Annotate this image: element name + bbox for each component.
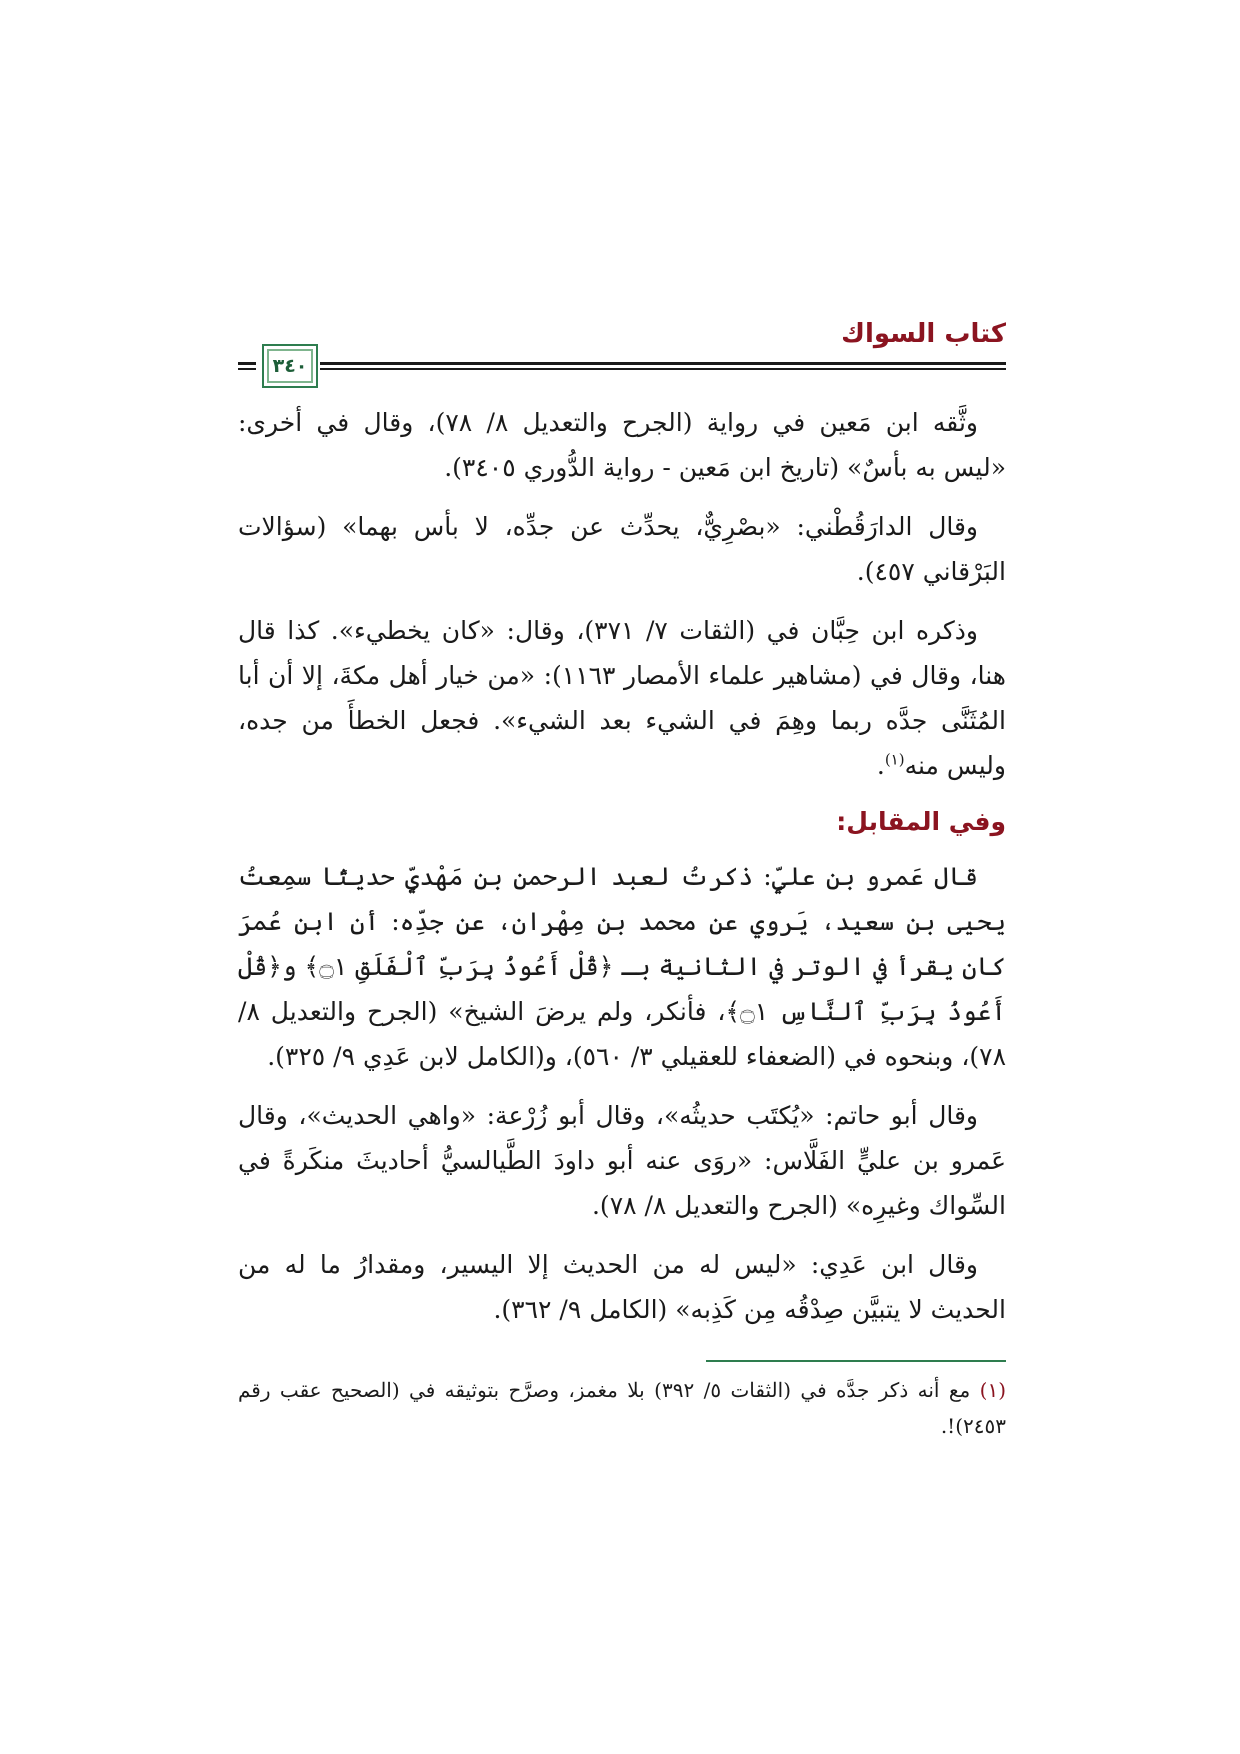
paragraph-6: وقال ابن عَدِي: «ليس له من الحديث إلا اليسير، ومقدارُ ما له من الحديث لا يتبيَّن صِدْقُه مِن كَذِبه» (الكامل ٩/ ٣٦٢). (238, 1250, 1006, 1324)
paragraph-4: قال عَمرو بن عليٍّ: ذكرتُ لعبد الرحمن بن مَهْديٍّ حديثًا سمِعتُ يحيى بن سعيد، يَروي عن محمد بن مِهْران، عن جدِّه: أن ابن عُمرَ كان يقرأ في الوتر في الثانية بـ ﴿قُلْ أَعُوذُ بِرَبِّ ٱلْفَلَقِ ۝١﴾ و﴿قُلْ أَعُوذُ بِرَبِّ ٱلنَّاسِ ۝١﴾، فأنكر، ولم يرضَ الشيخ» (الجرح والتعديل ٨/ ٧٨)، وبنحوه في (الضعفاء للعقيلي ٣/ ٥٦٠)، و(الكامل لابن عَدِي ٩/ ٣٢٥). (238, 862, 1006, 1071)
page-number: ٣٤٠ (272, 355, 308, 377)
header-rule (238, 362, 1006, 365)
header-rule-thin (238, 368, 1006, 370)
paragraph-3-end: . (876, 751, 885, 780)
paragraph-2: وقال الدارَقُطْني: «بصْرِيٌّ، يحدِّث عن جدِّه، لا بأس بهما» (سؤالات البَرْقاني ٤٥٧). (238, 512, 1006, 586)
footnote-text: مع أنه ذكر جدَّه في (الثقات ٥/ ٣٩٢) بلا مغمز، وصرَّح بتوثيقه في (الصحيح عقب رقم ٢٤٥٣)!. (238, 1378, 1006, 1438)
paragraph-1: وثَّقه ابن مَعين في رواية (الجرح والتعديل ٨/ ٧٨)، وقال في أخرى: «ليس به بأسٌ» (تاريخ ابن مَعين - رواية الدُّوري ٣٤٠٥). (238, 408, 1006, 482)
footnote-number: (١) (979, 1378, 1006, 1402)
book-title: كتاب السواك (841, 319, 1006, 349)
page-header (238, 318, 1006, 388)
page-number-badge (262, 344, 318, 388)
section-heading: وفي المقابل: (836, 807, 1006, 836)
paragraph-3-text: وذكره ابن حِبَّان في (الثقات ٧/ ٣٧١)، وقال: «كان يخطيء». كذا قال هنا، وقال في (مشاهير علماء الأمصار ١١٦٣): «من خيار أهل مكةَ، إلا أن أبا المُثَنَّى جدَّه ربما وهِمَ في الشيء بعد الشيء». فجعل الخطأَ من جده، وليس منه (238, 616, 1006, 780)
footnote-divider (706, 1360, 1006, 1362)
footnote (238, 1372, 1006, 1444)
book-page (238, 318, 1006, 1444)
footnote-ref[interactable]: (١) (884, 750, 905, 769)
paragraph-5: وقال أبو حاتم: «يُكتَب حديثُه»، وقال أبو زُرْعة: «واهي الحديث»، وقال عَمرو بن عليٍّ الفَلَّاس: «روَى عنه أبو داودَ الطَّيالسيُّ أحاديثَ منكَرةً في السِّواك وغيرِه» (الجرح والتعديل ٨/ ٧٨). (238, 1101, 1006, 1220)
page-content (238, 400, 1006, 1444)
paragraph-3 (238, 608, 1006, 788)
